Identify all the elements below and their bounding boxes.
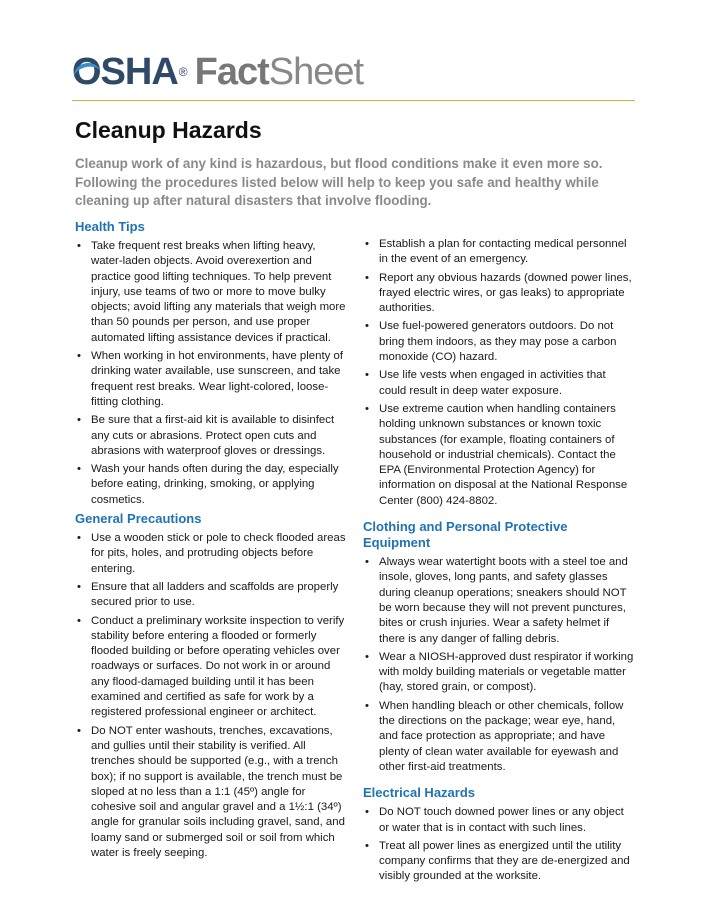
list-item: • Do NOT enter washouts, trenches, excavations, and gullies until their stability is verified. All trenches should be supported (e.g., with a trench box); if no support is available, the trench must be sloped at no less than a 1:1 (45º) angle for cohesive soil and angular gravel and a 1½:1 (34º) angle for granular soils including gravel, sand, and loamy sand or submerged soil or soil from which water is freely seeping. xyxy=(75,724,347,862)
osha-logo-text: OSHA xyxy=(72,51,178,93)
sheet-logo-text: Sheet xyxy=(268,51,364,93)
list-item: • Use a wooden stick or pole to check flooded areas for pits, holes, and protruding objects before entering. xyxy=(75,531,347,577)
intro-paragraph: Cleanup work of any kind is hazardous, but flood conditions make it even more so. Following the procedures listed below will help to keep you safe and healthy while cleaning up after natural disasters that involve flooding. xyxy=(75,156,603,208)
list-item: • When handling bleach or other chemicals, follow the directions on the package; wear eye, hand, and face protection as appropriate; and have plenty of clean water available for eyewash and other first-aid treatments. xyxy=(363,699,635,775)
list-item: • Ensure that all ladders and scaffolds are properly secured prior to use. xyxy=(75,580,347,611)
list-item: • Wear a NIOSH-approved dust respirator if working with moldy building materials or vegetable matter (hay, stored grain, or compost). xyxy=(363,650,635,696)
ppe-heading: Clothing and Personal Protective Equipment xyxy=(363,519,568,551)
right-column xyxy=(363,237,635,888)
general-precautions-list xyxy=(75,531,347,861)
list-item: • Conduct a preliminary worksite inspection to verify stability before entering a flooded or formerly flooded building or before operating vehicles over roadways or surfaces. Do not work in or around any flood-damaged building until it has been examined and certified as safe for work by a registered professional engineer or architect. xyxy=(75,614,347,721)
health-tips-heading: Health Tips xyxy=(75,219,145,234)
health-tips-section xyxy=(75,219,347,508)
ppe-list xyxy=(363,555,635,775)
list-item: • Treat all power lines as energized until the utility company confirms that they are de-energized and visibly grounded at the worksite. xyxy=(363,839,635,885)
general-precautions-continued-list xyxy=(363,237,635,509)
left-column xyxy=(75,219,347,864)
list-item: • Use life vests when engaged in activities that could result in deep water exposure. xyxy=(363,368,635,399)
page-title: Cleanup Hazards xyxy=(75,117,262,143)
list-item: • Report any obvious hazards (downed power lines, frayed electric wires, or gas leaks) to appropriate authorities. xyxy=(363,271,635,317)
osha-logo xyxy=(72,50,187,94)
header-divider xyxy=(72,100,635,101)
list-item: • Use extreme caution when handling containers holding unknown substances or known toxic substances (for example, floating containers of household or industrial chemicals). Contact the EPA (Environmental Protection Agency) for information on disposal at the National Response Center (800) 424-8802. xyxy=(363,402,635,509)
fact-logo-text: Fact xyxy=(194,51,269,93)
general-precautions-heading: General Precautions xyxy=(75,511,202,527)
list-item: • Use fuel-powered generators outdoors. Do not bring them indoors, as they may pose a carbon monoxide (CO) hazard. xyxy=(363,319,635,365)
list-item: • When working in hot environments, have plenty of drinking water available, use sunscreen, and take frequent rest breaks. Wear light-colored, loose-fitting clothing. xyxy=(75,349,347,410)
general-precautions-continued xyxy=(363,237,635,509)
electrical-hazards-section xyxy=(363,785,635,884)
general-precautions-section xyxy=(75,511,347,861)
list-item: • Always wear watertight boots with a steel toe and insole, gloves, long pants, and safety glasses during cleanup operations; sneakers should NOT be worn because they will not prevent punctures, bites or crush injuries. Wear a safety helmet if there is any danger of falling debris. xyxy=(363,555,635,647)
osha-fact-sheet-logo xyxy=(72,50,363,94)
electrical-hazards-list xyxy=(363,805,635,884)
list-item: • Take frequent rest breaks when lifting heavy, water-laden objects. Avoid overexertion and practice good lifting techniques. To help prevent injury, use teams of two or more to move bulky objects; avoid lifting any materials that weigh more than 50 pounds per person, and use proper automated lifting assistance devices if practical. xyxy=(75,239,347,346)
ppe-section xyxy=(363,519,635,775)
list-item: • Establish a plan for contacting medical personnel in the event of an emergency. xyxy=(363,237,635,268)
health-tips-list xyxy=(75,239,347,508)
list-item: • Do NOT touch downed power lines or any object or water that is in contact with such lines. xyxy=(363,805,635,836)
list-item: • Be sure that a first-aid kit is available to disinfect any cuts or abrasions. Protect open cuts and abrasions with waterproof gloves or dressings. xyxy=(75,413,347,459)
list-item: • Wash your hands often during the day, especially before eating, drinking, smoking, or applying cosmetics. xyxy=(75,462,347,508)
electrical-hazards-heading: Electrical Hazards xyxy=(363,785,476,801)
registered-mark: ® xyxy=(178,65,187,79)
